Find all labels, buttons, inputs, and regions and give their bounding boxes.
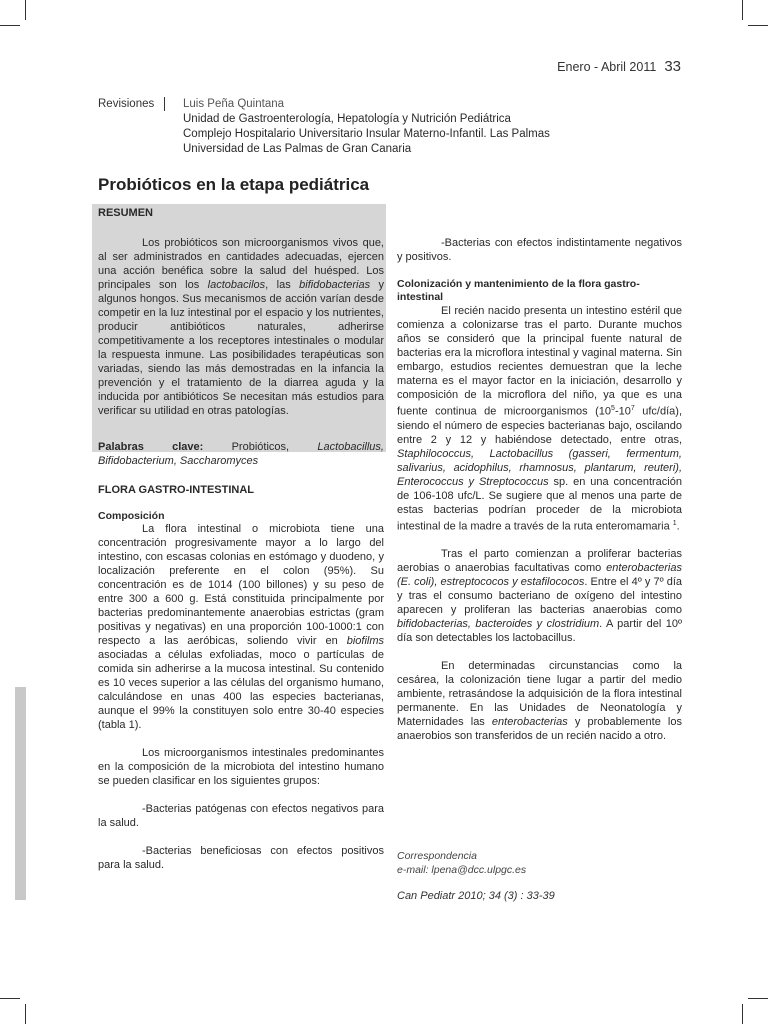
paragraph: -Bacterias con efectos indistintamente negativos y positivos. bbox=[397, 237, 682, 263]
crop-mark bbox=[748, 998, 768, 999]
affiliation-line: Universidad de Las Palmas de Gran Canaria bbox=[183, 143, 412, 155]
paragraph: Tras el parto comienzan a proliferar bacterias aerobias o anaerobias facultativas como enterobacterias (E. coli), estreptococos y estafilococos. Entre el 4º y 7º día y tras el consumo bacteriano de oxígeno del intestino aparecen y proliferan las bacterias anaerobias como bifidobacterias, bacteroides y clostridium. A partir del 10º día son detectables los lactobacillus. bbox=[397, 548, 683, 645]
crop-mark bbox=[0, 25, 20, 26]
running-header bbox=[557, 58, 681, 75]
side-band-decoration bbox=[15, 687, 26, 900]
section-heading: FLORA GASTRO-INTESTINAL bbox=[98, 484, 255, 496]
crop-mark bbox=[742, 1004, 743, 1024]
subsection-heading: Colonización y mantenimiento de la flora gastro-intestinal bbox=[397, 278, 640, 303]
affiliation-lines bbox=[183, 97, 663, 157]
crop-mark bbox=[0, 998, 20, 999]
abstract-text: Los probióticos son microorganismos vivos que, al ser administrados en cantidades adecuadas, ejercen una acción benéfica sobre la salud del huésped. Los principales son los lactobacilos, las bifidobacterias y algunos hongos. Sus mecanismos de acción varían desde competir en la luz intestinal por el espacio y los nutrientes, producir antibióticos naturales, adherirse competitivamente a los receptores intestinales o modular la respuesta inmune. Las posibilidades terapéuticas son variadas, siendo las más demostradas en la infancia la prevención y el tratamiento de la diarrea aguda y la inducida por antibióticos Se necesitan más estudios para verificar su utilidad en otras patologías. bbox=[98, 237, 385, 417]
right-column bbox=[397, 236, 682, 743]
page-number: 33 bbox=[664, 58, 681, 75]
citation: Can Pediatr 2010; 34 (3) : 33-39 bbox=[397, 890, 555, 902]
keywords: Palabras clave: Probióticos, Lactobacillus, Bifidobacterium, Saccharomyces bbox=[98, 441, 384, 467]
correspondence bbox=[397, 849, 526, 877]
affiliation-line: Complejo Hospitalario Universitario Insular Materno-Infantil. Las Palmas bbox=[183, 128, 550, 140]
divider bbox=[164, 97, 165, 111]
issue-label: Enero - Abril 2011 bbox=[557, 60, 657, 74]
left-column bbox=[98, 236, 384, 872]
affiliation-block bbox=[98, 97, 550, 155]
abstract-heading: RESUMEN bbox=[98, 207, 154, 219]
crop-mark bbox=[742, 0, 743, 20]
subsection-heading: Composición bbox=[98, 510, 165, 522]
paragraph: La flora intestinal o microbiota tiene una concentración progresivamente mayor a lo largo del intestino, con escasas colonias en estómago y duodeno, y localización preferente en el colon (95%). Su concentración es de 1014 (100 billones) y su peso de entre 300 a 600 g. Está constituida principalmente por bacterias predominantemente anaerobias estrictas (gram positivas y negativas) en una proporción 100-1000:1 con respecto a las aeróbicas, soliendo vivir en biofilms asociadas a células exfoliadas, moco o partículas de comida sin adherirse a la mucosa intestinal. Su contenido es 10 veces superior a las células del organismo humano, calculándose en unas 400 las especies bacterianas, aunque el 99% la constituyen solo entre 30-40 especies (tabla 1). bbox=[98, 523, 384, 731]
affiliation-line: Unidad de Gastroenterología, Hepatología y Nutrición Pediátrica bbox=[183, 113, 511, 125]
crop-mark bbox=[25, 1004, 26, 1024]
author-name: Luis Peña Quintana bbox=[183, 98, 285, 110]
paragraph: -Bacterias beneficiosas con efectos positivos para la salud. bbox=[98, 845, 384, 871]
correspondence-email: e-mail: lpena@dcc.ulpgc.es bbox=[397, 864, 527, 876]
article-title: Probióticos en la etapa pediátrica bbox=[98, 175, 370, 194]
paragraph: En determinadas circunstancias como la cesárea, la colonización tiene lugar a partir del medio ambiente, retrasándose la adquisición de la flora intestinal permanente. En las Unidades de Neonatología y Maternidades las enterobacterias y probablemente los anaerobios son transferidos de un recién nacido a otro. bbox=[397, 660, 682, 743]
paragraph: El recién nacido presenta un intestino estéril que comienza a colonizarse tras el parto. Durante muchos años se consideró que la principal fuente natural de bacterias era la microflora intestinal y vaginal materna. Sin embargo, estudios recientes demuestran que la leche materna es el mayor factor en la iniciación, desarrollo y composición de la microflora del niño, ya que es una fuente continua de microorganismos ($10^5-10^7$ ufc/día), siendo el número de especies bacterianas bajo, oscilando entre 2 y 12 y habiéndose detectado, entre otras, Staphilococcus, Lactobacillus (gasseri, fermentum, salivarius, acidophilus, rhamnosus, plantarum, reuteri), Enterococcus y Streptococcus sp. en una concentración de 106-108 ufc/L. Se sugiere que al menos una parte de estas bacterias podrían proceder de la microbiota intestinal de la madre a través de la ruta enteromamaria $^1$. bbox=[397, 305, 683, 533]
correspondence-label: Correspondencia bbox=[397, 850, 477, 862]
crop-mark bbox=[25, 0, 26, 20]
paragraph: Los microorganismos intestinales predominantes en la composición de la microbiota del intestino humano se pueden clasificar en los siguientes grupos: bbox=[98, 747, 384, 787]
section-label: Revisiones bbox=[98, 98, 155, 110]
crop-mark bbox=[748, 25, 768, 26]
paragraph: -Bacterias patógenas con efectos negativos para la salud. bbox=[98, 803, 384, 829]
